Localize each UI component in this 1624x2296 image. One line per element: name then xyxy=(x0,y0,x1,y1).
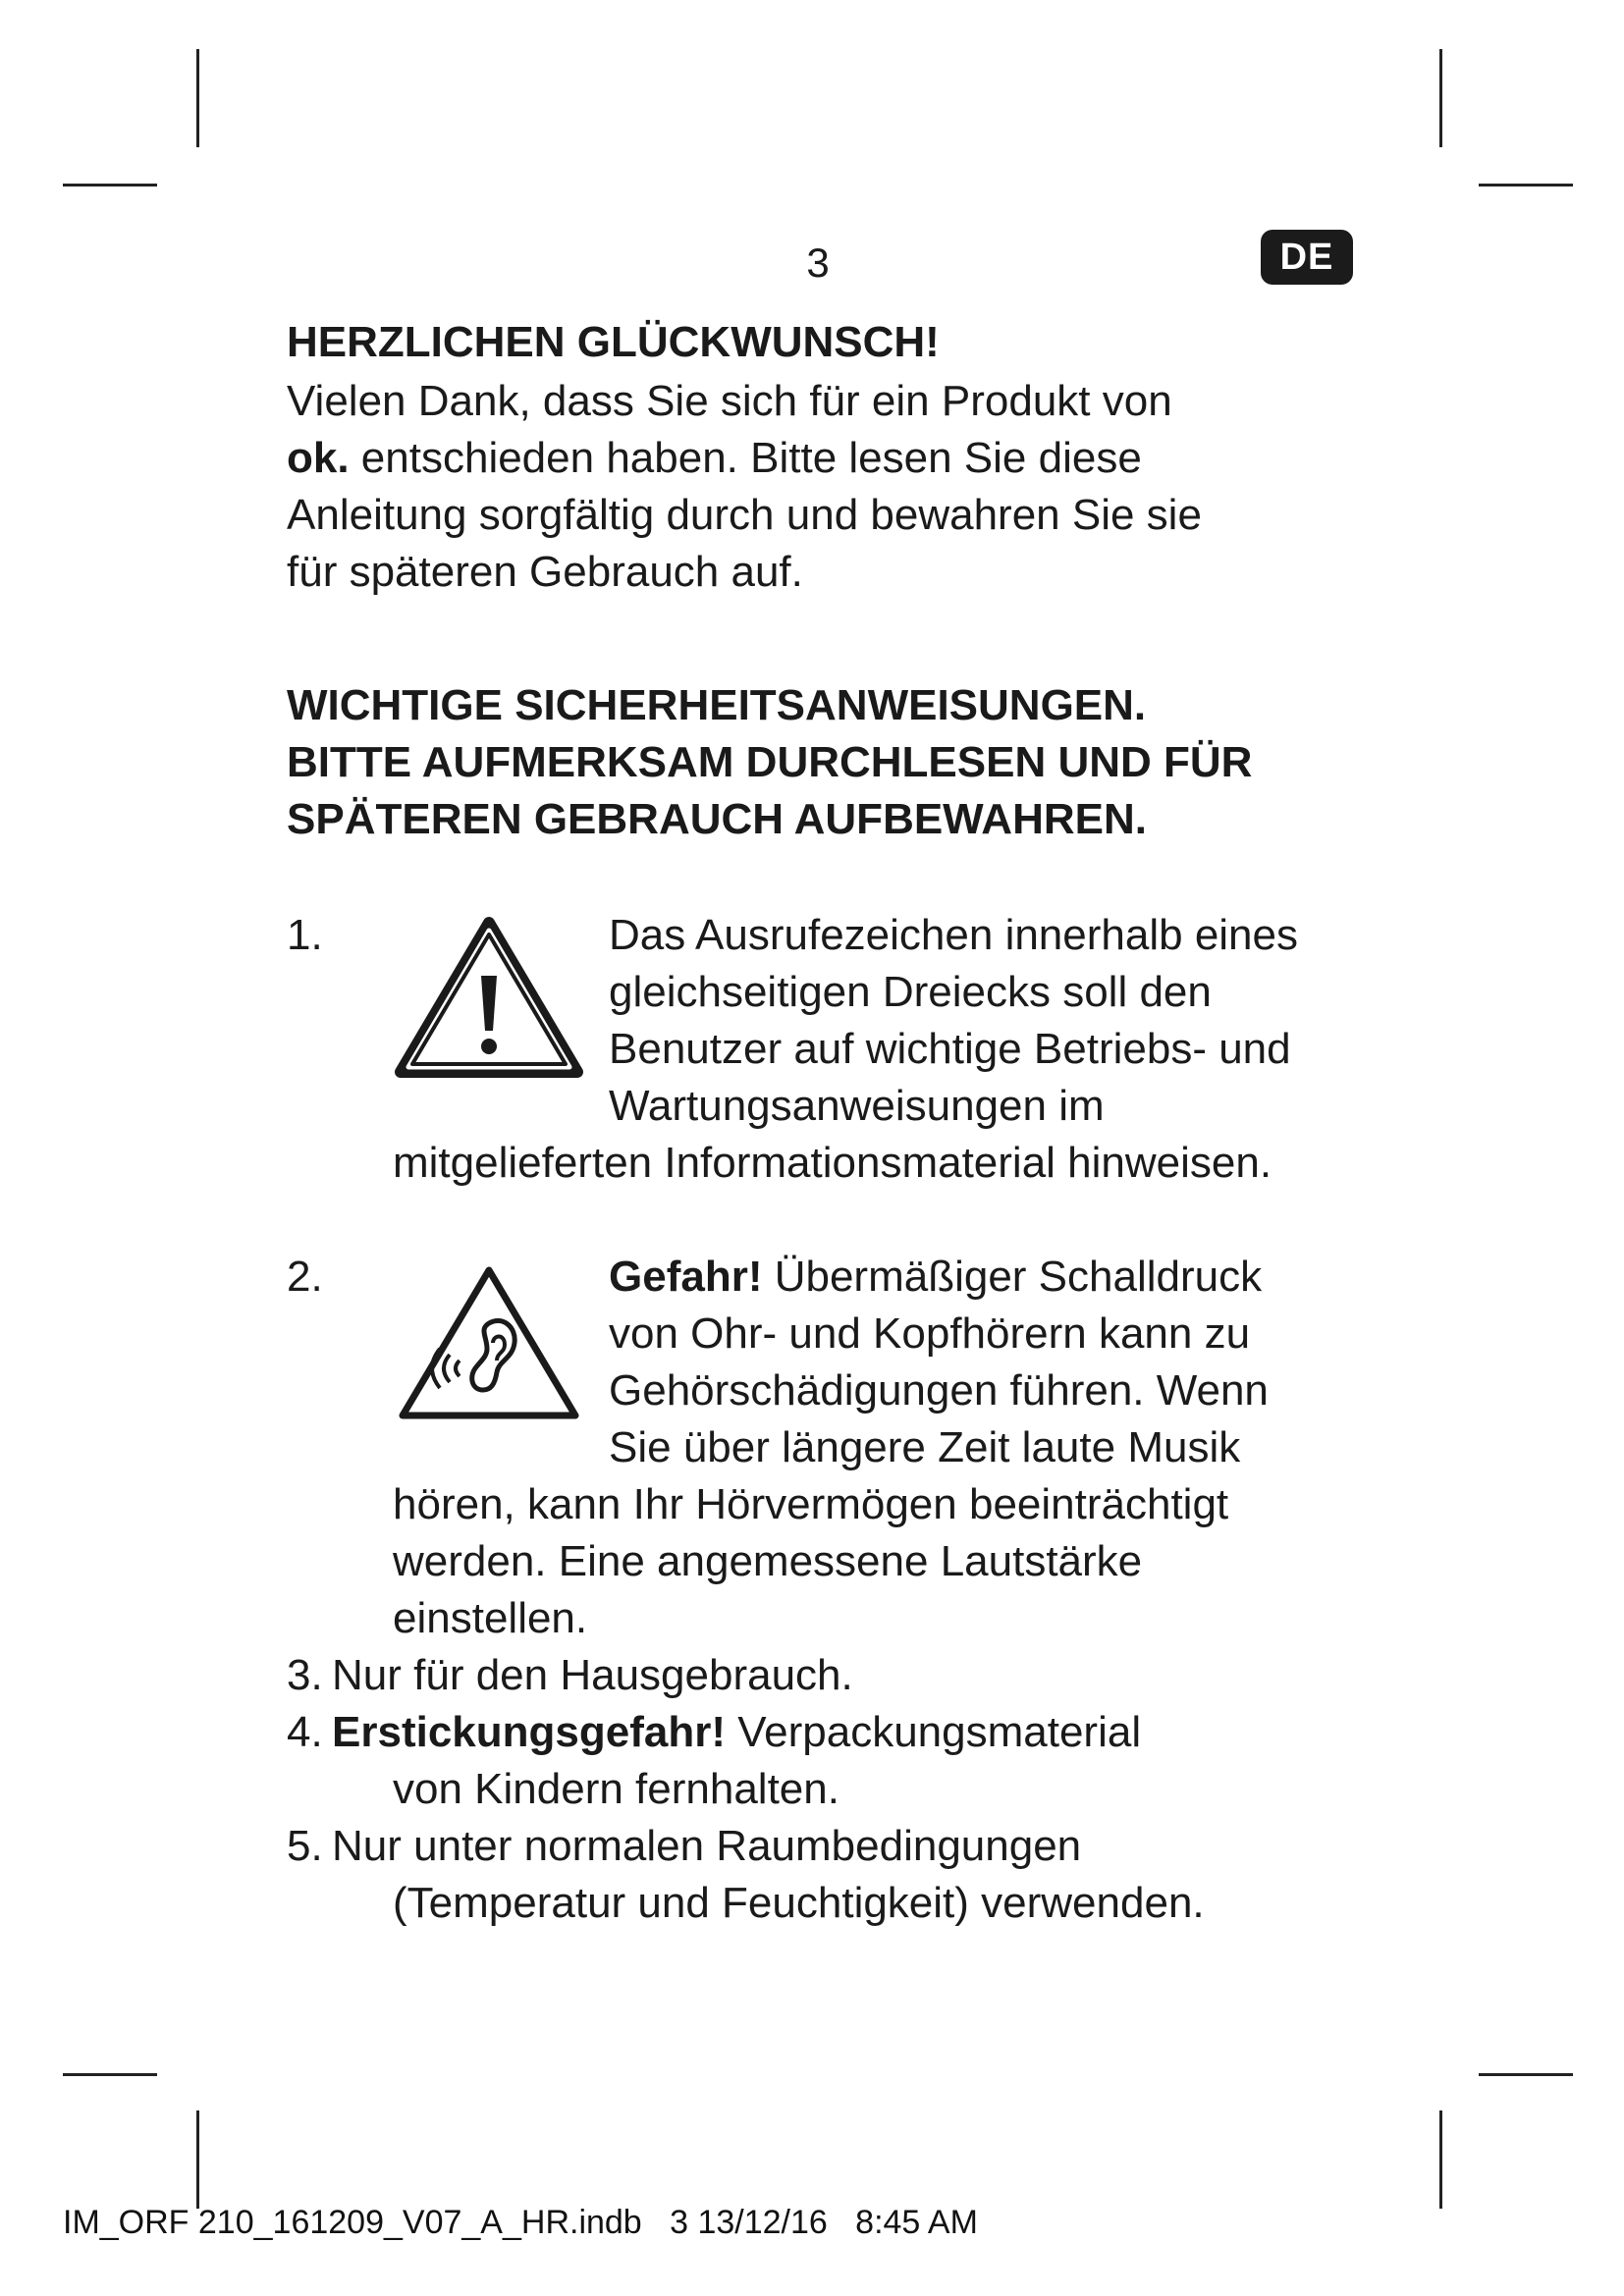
item-3-number: 3. xyxy=(287,1651,323,1699)
crop-mark-top-left-horizontal xyxy=(63,184,157,187)
item-2-continuation xyxy=(393,1476,1375,1647)
item-2-line: Sie über längere Zeit laute Musik xyxy=(609,1423,1241,1471)
crop-mark-bottom-left-horizontal xyxy=(63,2073,157,2076)
item-2-continuation-line: werden. Eine angemessene Lautstärke xyxy=(393,1537,1143,1585)
safety-heading-line-3: SPÄTEREN GEBRAUCH AUFBEWAHREN. xyxy=(287,795,1147,843)
intro-line-1: Vielen Dank, dass Sie sich für ein Produkt von xyxy=(287,377,1172,425)
choking-hazard-label: Erstickungsgefahr! xyxy=(332,1708,726,1756)
brand-name: ok. xyxy=(287,434,350,482)
item-1-text xyxy=(609,907,1355,1135)
item-2-line: von Ohr- und Kopfhörern kann zu xyxy=(609,1309,1251,1358)
print-slug-time: 8:45 AM xyxy=(855,2204,978,2241)
warning-exclamation-triangle-icon xyxy=(393,915,585,1087)
item-3 xyxy=(287,1647,853,1704)
item-4-text: Verpackungsmaterial xyxy=(725,1708,1142,1756)
crop-mark-top-right-vertical xyxy=(1439,49,1442,147)
print-slug-date: 13/12/16 xyxy=(697,2204,828,2241)
intro-line-4: für späteren Gebrauch auf. xyxy=(287,548,803,596)
page-number: 3 xyxy=(806,240,830,286)
item-1-number: 1. xyxy=(287,911,323,959)
crop-mark-top-right-horizontal xyxy=(1479,184,1573,187)
item-2-text xyxy=(609,1249,1375,1476)
item-2-line-1-text: Übermäßiger Schalldruck xyxy=(762,1253,1263,1301)
heading-congrats: HERZLICHEN GLÜCKWUNSCH! xyxy=(287,318,940,366)
language-badge: DE xyxy=(1261,230,1353,285)
print-slug xyxy=(63,2203,978,2242)
item-2-continuation-line: hören, kann Ihr Hörvermögen beeinträchtigt xyxy=(393,1480,1229,1528)
item-4 xyxy=(287,1704,1141,1761)
item-2-number: 2. xyxy=(287,1253,323,1301)
item-1-line: Wartungsanweisungen im xyxy=(609,1082,1105,1130)
item-2-continuation-line: einstellen. xyxy=(393,1594,588,1642)
crop-mark-bottom-right-vertical xyxy=(1439,2110,1442,2209)
item-4-number: 4. xyxy=(287,1708,323,1756)
item-2-line-1 xyxy=(609,1249,1375,1306)
item-1-continuation: mitgelieferten Informationsmaterial hinweisen. xyxy=(393,1139,1272,1187)
item-5 xyxy=(287,1818,1081,1875)
crop-mark-bottom-right-horizontal xyxy=(1479,2073,1573,2076)
item-1-line: gleichseitigen Dreiecks soll den xyxy=(609,968,1212,1016)
item-1-line: Benutzer auf wichtige Betriebs- und xyxy=(609,1025,1291,1073)
hearing-damage-warning-icon xyxy=(393,1258,585,1430)
safety-heading xyxy=(287,677,1386,848)
intro-line-2-text: entschieden haben. Bitte lesen Sie diese xyxy=(349,434,1142,482)
danger-label: Gefahr! xyxy=(609,1253,763,1301)
item-2-line: Gehörschädigungen führen. Wenn xyxy=(609,1366,1269,1415)
crop-mark-top-left-vertical xyxy=(196,49,199,147)
intro-paragraph xyxy=(287,373,1367,601)
item-4-continuation: von Kindern fernhalten. xyxy=(393,1765,839,1813)
crop-mark-bottom-left-vertical xyxy=(196,2110,199,2209)
item-5-text: Nur unter normalen Raumbedingungen xyxy=(332,1822,1082,1870)
safety-heading-line-1: WICHTIGE SICHERHEITSANWEISUNGEN. xyxy=(287,681,1147,729)
item-5-continuation: (Temperatur und Feuchtigkeit) verwenden. xyxy=(393,1879,1205,1927)
item-3-text: Nur für den Hausgebrauch. xyxy=(332,1651,853,1699)
print-slug-file: IM_ORF 210_161209_V07_A_HR.indb xyxy=(63,2204,642,2241)
item-5-number: 5. xyxy=(287,1822,323,1870)
intro-line-3: Anleitung sorgfältig durch und bewahren Sie sie xyxy=(287,491,1202,539)
intro-line-2 xyxy=(287,430,1367,487)
item-1-line: Das Ausrufezeichen innerhalb eines xyxy=(609,911,1299,959)
print-slug-page: 3 xyxy=(670,2204,688,2241)
safety-heading-line-2: BITTE AUFMERKSAM DURCHLESEN UND FÜR xyxy=(287,738,1253,786)
